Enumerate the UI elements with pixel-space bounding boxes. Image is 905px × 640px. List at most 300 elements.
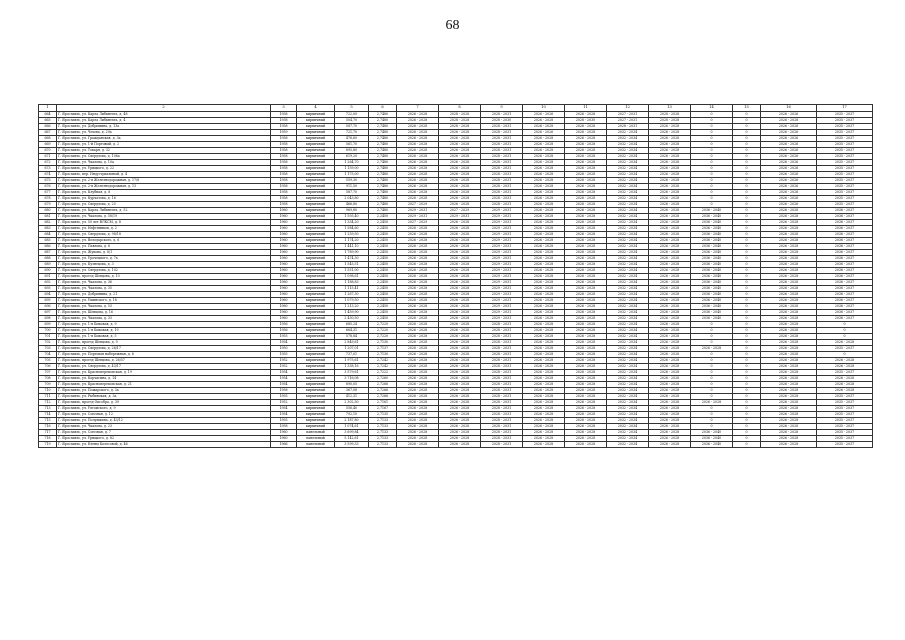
table-cell: 2026 - 2028: [439, 358, 481, 364]
table-cell: 2026 - 2028: [649, 250, 691, 256]
table-cell: 2026 - 2028: [565, 388, 607, 394]
table-cell: 2026 - 2028: [397, 412, 439, 418]
table-cell: 2026 - 2028: [397, 142, 439, 148]
table-cell: 2026 - 2026: [761, 142, 817, 148]
table-cell: Г. Ярославль, ул. Ушинского, д. 18: [57, 298, 271, 304]
table-cell: 2035 - 2037: [817, 424, 873, 430]
table-cell: 2 187,80: [335, 418, 369, 424]
table-cell: 2036 - 2040: [691, 220, 733, 226]
table-cell: 2028 - 2031: [481, 130, 523, 136]
table-cell: 675: [39, 178, 57, 184]
table-cell: 2026 - 2028: [649, 166, 691, 172]
table-cell: 2028 - 2031: [481, 394, 523, 400]
table-cell: 2026 - 2028: [439, 436, 481, 442]
table-cell: 2026 - 2028: [439, 274, 481, 280]
table-cell: 2,7133: [369, 424, 397, 430]
table-cell: 1 098,61: [335, 274, 369, 280]
table-cell: Г. Ярославль, ул. Свердлова, д. 106а: [57, 154, 271, 160]
table-cell: 2026 - 2028: [565, 208, 607, 214]
table-cell: 2036 - 2037: [817, 238, 873, 244]
table-cell: кирпичный: [297, 286, 335, 292]
table-cell: 2,2450: [369, 280, 397, 286]
table-cell: 2035 - 2037: [817, 154, 873, 160]
table-cell: 2029 - 2031: [481, 220, 523, 226]
table-cell: 2032 - 2034: [607, 310, 649, 316]
table-cell: 2026 - 2028: [565, 244, 607, 250]
table-cell: 2026 - 2028: [439, 268, 481, 274]
table-cell: 2 849,61: [335, 340, 369, 346]
table-cell: Г. Ярославль, пер. Индустриальный, д. 4: [57, 172, 271, 178]
table-cell: кирпичный: [297, 190, 335, 196]
table-cell: 2032 - 2034: [607, 424, 649, 430]
table-cell: 2036 - 2037: [817, 214, 873, 220]
table-cell: 2036 - 2040: [691, 310, 733, 316]
table-cell: 2026 - 2028: [523, 124, 565, 130]
table-cell: 2026 - 2028: [397, 424, 439, 430]
table-cell: 1 115,41: [335, 286, 369, 292]
table-cell: 2026 - 2028: [565, 298, 607, 304]
table-cell: 0: [691, 406, 733, 412]
table-cell: кирпичный: [297, 424, 335, 430]
table-cell: 2,7480: [369, 208, 397, 214]
table-cell: 0: [691, 136, 733, 142]
table-cell: 1 474,30: [335, 256, 369, 262]
table-cell: 0: [691, 358, 733, 364]
table-cell: 2026 - 2028: [397, 328, 439, 334]
table-cell: 1954: [271, 406, 297, 412]
table-cell: 2026 - 2028: [397, 226, 439, 232]
table-cell: 0: [733, 340, 761, 346]
table-cell: 2026 - 2028: [649, 256, 691, 262]
table-cell: Г. Ярославль, ул. Красноперекопская, д. 19: [57, 370, 271, 376]
table-cell: 2035 - 2037: [817, 418, 873, 424]
table-cell: 677: [39, 190, 57, 196]
table-cell: 2026 - 2028: [649, 142, 691, 148]
table-cell: 2032 - 2034: [607, 328, 649, 334]
table-cell: 2026 - 2028: [439, 166, 481, 172]
table-cell: 2032 - 2034: [607, 400, 649, 406]
table-cell: 2,2450: [369, 262, 397, 268]
table-cell: 2026 - 2028: [523, 166, 565, 172]
table-cell: 2026 - 2028: [397, 232, 439, 238]
table-cell: 2026 - 2028: [649, 130, 691, 136]
table-cell: 672: [39, 160, 57, 166]
table-cell: кирпичный: [297, 232, 335, 238]
table-cell: 2026 - 2028: [649, 220, 691, 226]
table-cell: 2028 - 2031: [481, 172, 523, 178]
table-cell: 1954: [271, 376, 297, 382]
table-cell: 2026 - 2028: [523, 442, 565, 448]
table-cell: 2032 - 2034: [607, 214, 649, 220]
table-cell: 2026 - 2028: [397, 400, 439, 406]
table-cell: 2032 - 2034: [607, 202, 649, 208]
table-cell: 2,7167: [369, 406, 397, 412]
table-cell: 2028 - 2030: [565, 118, 607, 124]
table-cell: 2026 - 2028: [565, 352, 607, 358]
table-cell: 2026 - 2028: [761, 298, 817, 304]
table-cell: 2036 - 2040: [691, 214, 733, 220]
table-cell: 0: [733, 256, 761, 262]
table-cell: 1960: [271, 304, 297, 310]
column-number-17: 17: [817, 105, 873, 112]
table-cell: 2026 - 2028: [523, 382, 565, 388]
table-cell: 2026 - 2028: [761, 358, 817, 364]
table-cell: 0: [691, 388, 733, 394]
table-cell: 737,01: [335, 352, 369, 358]
table-cell: кирпичный: [297, 268, 335, 274]
table-cell: 2036 - 2040: [691, 436, 733, 442]
table-cell: Г. Ярославль, ул. 1-я Быковая, д. 19: [57, 328, 271, 334]
table-cell: 707: [39, 370, 57, 376]
table-cell: 2026 - 2028: [761, 262, 817, 268]
table-cell: 2026 - 2028: [523, 274, 565, 280]
table-cell: 680: [39, 208, 57, 214]
table-cell: кирпичный: [297, 226, 335, 232]
table-cell: 2026 - 2028: [761, 232, 817, 238]
table-cell: 2028 - 2031: [481, 424, 523, 430]
table-cell: Г. Ярославль, ул. Свердлова, д. 43/17: [57, 364, 271, 370]
table-cell: 2035 - 2037: [817, 202, 873, 208]
table-cell: 2029 - 2031: [439, 214, 481, 220]
table-cell: Г. Ярославль, ул. Чкалова, д. 33: [57, 316, 271, 322]
table-cell: 2026 - 2028: [439, 250, 481, 256]
table-cell: 2026 - 2028: [439, 196, 481, 202]
table-cell: Г. Ярославль, ул. Рыбинская, д. 3а: [57, 394, 271, 400]
table-cell: 0: [691, 142, 733, 148]
table-cell: 2028 - 2031: [481, 160, 523, 166]
table-cell: 2026 - 2028: [649, 352, 691, 358]
table-cell: 2,7130: [369, 352, 397, 358]
table-cell: 0: [733, 124, 761, 130]
table-cell: 2026 - 2028: [649, 346, 691, 352]
table-cell: 2026 - 2028: [523, 340, 565, 346]
table-cell: кирпичный: [297, 394, 335, 400]
table-cell: кирпичный: [297, 208, 335, 214]
table-cell: 0: [733, 364, 761, 370]
table-cell: 2027 - 2029: [397, 202, 439, 208]
table-cell: 2026 - 2028: [523, 172, 565, 178]
table-cell: 2026 - 2028: [565, 142, 607, 148]
table-cell: кирпичный: [297, 376, 335, 382]
table-cell: 0: [733, 226, 761, 232]
table-cell: 2036 - 2040: [691, 286, 733, 292]
table-cell: 2026 - 2028: [761, 346, 817, 352]
table-cell: 2026 - 2028: [649, 364, 691, 370]
table-cell: Г. Ярославль, ул. Урицкого, д. 22: [57, 166, 271, 172]
table-cell: 2026 - 2028: [523, 214, 565, 220]
table-cell: 2026 - 2026: [761, 112, 817, 118]
table-cell: 2026 - 2028: [649, 148, 691, 154]
table-cell: 0: [691, 328, 733, 334]
table-cell: Г. Ярославль, ул. Курчатова, д. 16: [57, 196, 271, 202]
table-cell: Г. Ярославль, проезд Шевцова, д. 9: [57, 340, 271, 346]
table-cell: 2032 - 2034: [607, 394, 649, 400]
table-cell: 708: [39, 376, 57, 382]
table-cell: 706: [39, 364, 57, 370]
table-cell: 2026 - 2028: [565, 178, 607, 184]
table-cell: 712: [39, 400, 57, 406]
table-cell: 2026 - 2026: [761, 136, 817, 142]
table-cell: Г. Ярославль, ул. Портовая набережная, д. 6: [57, 352, 271, 358]
table-cell: 2026 - 2028: [565, 310, 607, 316]
table-cell: 0: [691, 322, 733, 328]
table-cell: 2028 - 2031: [481, 196, 523, 202]
table-cell: 2029 - 2031: [481, 304, 523, 310]
table-cell: 2,7266: [369, 394, 397, 400]
table-cell: 2026 - 2028: [439, 376, 481, 382]
table-cell: 2029 - 2031: [481, 298, 523, 304]
table-cell: 2026 - 2028: [649, 424, 691, 430]
table-cell: 2026 - 2028: [649, 358, 691, 364]
table-cell: 1 584,60: [335, 226, 369, 232]
table-cell: 2,2450: [369, 268, 397, 274]
table-cell: 2,7133: [369, 430, 397, 436]
table-cell: 2026 - 2028: [761, 430, 817, 436]
table-cell: 2026 - 2028: [649, 388, 691, 394]
table-cell: 717: [39, 430, 57, 436]
table-cell: 2032 - 2034: [607, 262, 649, 268]
table-cell: 2026 - 2026: [761, 154, 817, 160]
table-cell: 2035 - 2037: [817, 184, 873, 190]
table-cell: 2026 - 2028: [565, 292, 607, 298]
table-cell: кирпичный: [297, 256, 335, 262]
table-cell: 2036 - 2040: [691, 442, 733, 448]
table-cell: 2028 - 2031: [481, 400, 523, 406]
table-cell: 2,7260: [369, 376, 397, 382]
table-cell: 2032 - 2034: [607, 322, 649, 328]
table-cell: 561,70: [335, 142, 369, 148]
table-cell: 2026 - 2028: [649, 328, 691, 334]
table-cell: 2026 - 2028: [523, 232, 565, 238]
table-cell: 2026 - 2028: [649, 418, 691, 424]
table-cell: 0: [691, 184, 733, 190]
table-cell: 2026 - 2028: [439, 130, 481, 136]
table-cell: 2036 - 2037: [817, 250, 873, 256]
table-cell: 688: [39, 256, 57, 262]
table-cell: 2028 - 2031: [481, 340, 523, 346]
table-cell: 2032 - 2034: [607, 220, 649, 226]
table-cell: 2026 - 2026: [523, 112, 565, 118]
table-cell: кирпичный: [297, 412, 335, 418]
table-cell: Г. Ярославль, ул. Чехова, д. 29а: [57, 130, 271, 136]
table-cell: 1958: [271, 148, 297, 154]
table-cell: 2026 - 2028: [761, 394, 817, 400]
table-cell: 2036 - 2037: [817, 226, 873, 232]
table-cell: 2026 - 2028: [523, 196, 565, 202]
table-cell: 669: [39, 142, 57, 148]
table-cell: 2028 - 2031: [481, 142, 523, 148]
table-cell: Г. Ярославль, ул. Гражданская, д. 3а: [57, 136, 271, 142]
table-cell: 1 188,83: [335, 280, 369, 286]
table-cell: 2026 - 2028: [523, 430, 565, 436]
table-cell: 0: [733, 280, 761, 286]
table-cell: 2026 - 2028: [565, 184, 607, 190]
table-cell: 0: [691, 130, 733, 136]
table-cell: 2026 - 2028: [439, 442, 481, 448]
table-cell: 0: [733, 214, 761, 220]
table-cell: 0: [691, 394, 733, 400]
table-cell: 0: [733, 418, 761, 424]
table-cell: 715: [39, 418, 57, 424]
table-cell: 698: [39, 316, 57, 322]
table-cell: 0: [733, 316, 761, 322]
table-cell: 2032 - 2034: [607, 178, 649, 184]
table-cell: 2,7266: [369, 382, 397, 388]
table-cell: 0: [691, 172, 733, 178]
table-cell: 2026 - 2028: [439, 370, 481, 376]
table-cell: 2036 - 2040: [691, 238, 733, 244]
table-cell: 2026 - 2028: [439, 310, 481, 316]
table-cell: 2026 - 2026: [761, 184, 817, 190]
table-cell: 2026 - 2028: [761, 238, 817, 244]
table-cell: 2026 - 2028: [649, 262, 691, 268]
table-cell: 0: [691, 334, 733, 340]
table-cell: 2026 - 2028: [649, 214, 691, 220]
table-cell: 2036 - 2040: [691, 244, 733, 250]
table-cell: Г. Ярославль, проезд Шевцова, д. 26/57: [57, 358, 271, 364]
table-cell: 685,24: [335, 322, 369, 328]
table-cell: 2026 - 2028: [565, 232, 607, 238]
table-cell: 2032 - 2034: [607, 190, 649, 196]
table-cell: 2026 - 2028: [397, 394, 439, 400]
table-cell: 685: [39, 238, 57, 244]
table-cell: 2026 - 2028: [761, 334, 817, 340]
page-number: 68: [445, 18, 460, 33]
table-cell: 2032 - 2034: [607, 166, 649, 172]
table-cell: 2026 - 2028: [761, 280, 817, 286]
table-cell: 2026 - 2028: [397, 358, 439, 364]
table-cell: 0: [733, 412, 761, 418]
table-cell: 2035 - 2037: [817, 142, 873, 148]
column-number-14: 14: [691, 105, 733, 112]
table-cell: Г. Ярославль, ул. Свердлова, д. 102: [57, 268, 271, 274]
table-cell: 2036 - 2040: [691, 208, 733, 214]
table-cell: 1 545,51: [335, 262, 369, 268]
table-cell: 0: [733, 406, 761, 412]
table-cell: 2026 - 2028: [523, 184, 565, 190]
table-cell: кирпичный: [297, 130, 335, 136]
table-cell: 2026 - 2028: [523, 280, 565, 286]
table-cell: 682: [39, 220, 57, 226]
table-cell: 2026 - 2028: [523, 418, 565, 424]
table-cell: кирпичный: [297, 292, 335, 298]
table-cell: 2036 - 2040: [691, 292, 733, 298]
table-cell: 2032 - 2034: [607, 382, 649, 388]
table-cell: 2035 - 2037: [817, 136, 873, 142]
table-cell: 2,2450: [369, 286, 397, 292]
table-cell: 1 213,20: [335, 304, 369, 310]
table-cell: 2035 - 2037: [817, 124, 873, 130]
table-cell: кирпичный: [297, 148, 335, 154]
table-cell: 0: [691, 340, 733, 346]
table-cell: 2,7480: [369, 154, 397, 160]
table-cell: 2029 - 2031: [481, 232, 523, 238]
table-cell: 2026 - 2028: [397, 130, 439, 136]
table-cell: 2026 - 2028: [523, 346, 565, 352]
table-cell: 2035 - 2037: [817, 160, 873, 166]
table-cell: 2029 - 2031: [481, 280, 523, 286]
table-cell: 0: [733, 142, 761, 148]
table-cell: 2026 - 2028: [439, 202, 481, 208]
table-cell: 2026 - 2028: [761, 418, 817, 424]
table-cell: 2035 - 2037: [817, 196, 873, 202]
table-cell: Г. Ярославль, ул. Елены Колесовой, д. 46: [57, 442, 271, 448]
table-cell: 0: [691, 160, 733, 166]
table-cell: 0: [691, 190, 733, 196]
table-cell: Г. Ярославль, ул. 1-я Быковая, д. 5: [57, 334, 271, 340]
table-cell: 0: [733, 268, 761, 274]
table-cell: 2026 - 2028: [649, 160, 691, 166]
table-cell: 689: [39, 262, 57, 268]
table-cell: 2036 - 2040: [691, 280, 733, 286]
table-cell: 2026 - 2028: [649, 310, 691, 316]
table-cell: 701: [39, 334, 57, 340]
table-cell: 2026 - 2028: [565, 346, 607, 352]
table-cell: 2032 - 2034: [607, 184, 649, 190]
table-cell: 1958: [271, 112, 297, 118]
column-number-12: 12: [607, 105, 649, 112]
table-cell: 716: [39, 424, 57, 430]
table-cell: 2026 - 2028: [523, 220, 565, 226]
column-number-row: [39, 105, 873, 112]
table-cell: 2026 - 2028: [523, 334, 565, 340]
table-cell: 3 716,08: [335, 376, 369, 382]
table-cell: 2026 - 2028: [565, 436, 607, 442]
table-cell: 2026 - 2028: [565, 418, 607, 424]
table-cell: 2026 - 2028: [397, 262, 439, 268]
table-cell: 1959: [271, 130, 297, 136]
table-cell: кирпичный: [297, 382, 335, 388]
table-cell: 0: [733, 112, 761, 118]
table-cell: кирпичный: [297, 142, 335, 148]
table-cell: 2036 - 2037: [817, 208, 873, 214]
table-cell: 2026 - 2028: [523, 316, 565, 322]
table-cell: кирпичный: [297, 250, 335, 256]
table-cell: 2026 - 2026: [761, 196, 817, 202]
table-cell: 2029 - 2031: [481, 274, 523, 280]
table-cell: 2032 - 2034: [607, 436, 649, 442]
table-cell: 0: [733, 232, 761, 238]
table-cell: 2026 - 2028: [761, 220, 817, 226]
table-cell: 2036 - 2040: [691, 316, 733, 322]
table-cell: 2,7480: [369, 118, 397, 124]
table-cell: 2026 - 2028: [565, 130, 607, 136]
table-cell: Г. Ярославль, ул. Карла Либкнехта, д. 4: [57, 118, 271, 124]
table-cell: 2026 - 2028: [761, 310, 817, 316]
table-cell: кирпичный: [297, 154, 335, 160]
table-cell: 2026 - 2028: [649, 298, 691, 304]
table-cell: 2,7220: [369, 334, 397, 340]
table-cell: 2026 - 2028: [565, 112, 607, 118]
table-cell: 2026 - 2028: [761, 352, 817, 358]
table-cell: 2028 - 2031: [481, 328, 523, 334]
table-cell: 0: [733, 160, 761, 166]
table-cell: 2026 - 2028: [397, 244, 439, 250]
table-cell: 3 579,61: [335, 370, 369, 376]
table-cell: 710: [39, 388, 57, 394]
table-cell: кирпичный: [297, 172, 335, 178]
table-cell: 2026 - 2028: [565, 328, 607, 334]
table-cell: 0: [691, 370, 733, 376]
table-cell: кирпичный: [297, 370, 335, 376]
table-cell: 2,7137: [369, 346, 397, 352]
table-cell: 2,7480: [369, 142, 397, 148]
table-cell: Г. Ярославль, ул. Чкалова, д. 35: [57, 286, 271, 292]
table-cell: 2026 - 2028: [397, 256, 439, 262]
table-cell: кирпичный: [297, 406, 335, 412]
table-cell: 2026 - 2028: [523, 328, 565, 334]
table-cell: 2028 - 2031: [481, 370, 523, 376]
